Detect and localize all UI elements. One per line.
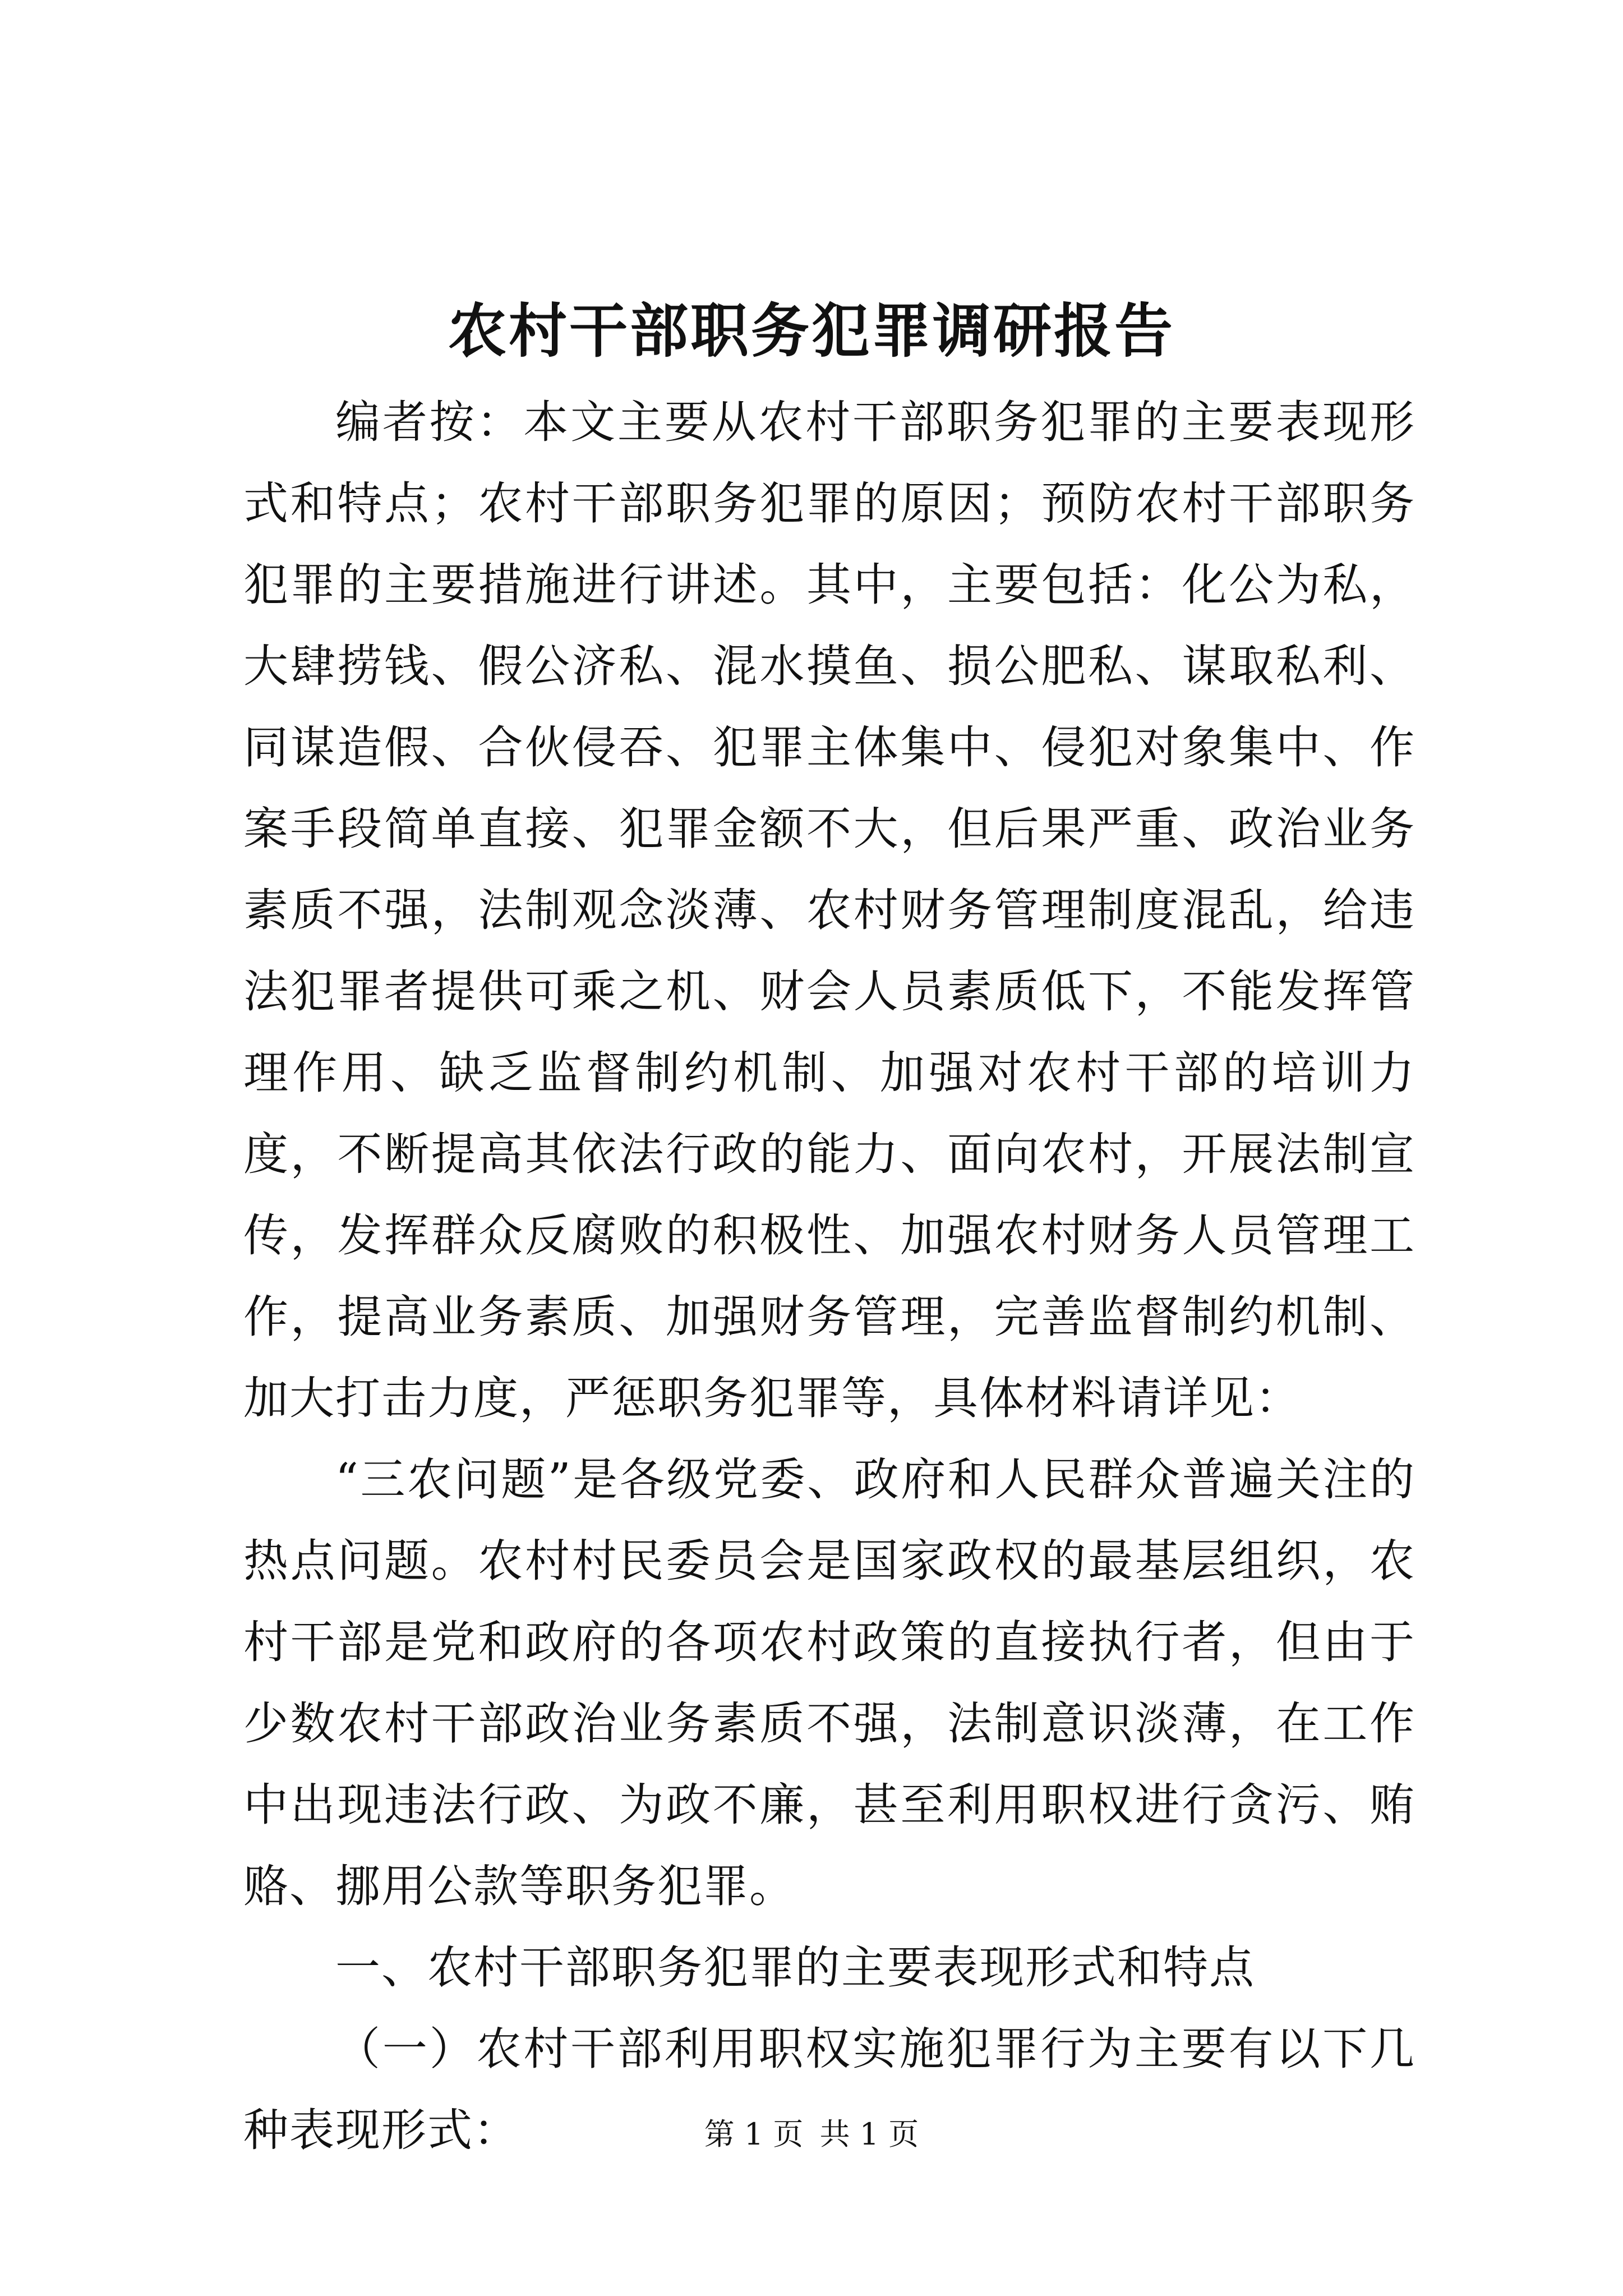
- section-heading: 一、农村干部职务犯罪的主要表现形式和特点: [335, 1941, 1255, 1994]
- intro-paragraph: “三农问题”是各级党委、政府和人民群众普遍关注的热点问题。农村村民委员会是国家政权的最基层组织，农村干部是党和政府的各项农村政策的直接执行者，但由于少数农村干部政治业务素质不强，法制意识淡薄，在工作中出现违法行政、为政不廉，甚至利用职权进行贪污、贿赂、挪用公款等职务犯罪。: [243, 1453, 1415, 1912]
- editor-note-paragraph: 编者按：本文主要从农村干部职务犯罪的主要表现形式和特点；农村干部职务犯罪的原因；预防农村干部职务犯罪的主要措施进行讲述。其中，主要包括：化公为私，大肆捞钱、假公济私、混水摸鱼、损公肥私、谋取私利、同谋造假、合伙侵吞、犯罪主体集中、侵犯对象集中、作案手段简单直接、犯罪金额不大，但后果严重、政治业务素质不强，法制观念淡薄、农村财务管理制度混乱，给违法犯罪者提供可乘之机、财会人员素质低下，不能发挥管理作用、缺乏监督制约机制、加强对农村干部的培训力度，不断提高其依法行政的能力、面向农村，开展法制宣传，发挥群众反腐败的积极性、加强农村财务人员管理工作，提高业务素质、加强财务管理，完善监督制约机制、加大打击力度，严惩职务犯罪等，具体材料请详见：: [243, 396, 1415, 1424]
- subsection-heading: （一）农村干部利用职权实施犯罪行为主要有以下几种表现形式：: [243, 2023, 1415, 2156]
- document-body: [243, 381, 1415, 2171]
- page-footer: [0, 2115, 1623, 2154]
- document-title: 农村干部职务犯罪调研报告: [448, 296, 1175, 365]
- page-number: 第 1 页: [704, 2116, 804, 2152]
- page-total: 共 1 页: [819, 2116, 919, 2152]
